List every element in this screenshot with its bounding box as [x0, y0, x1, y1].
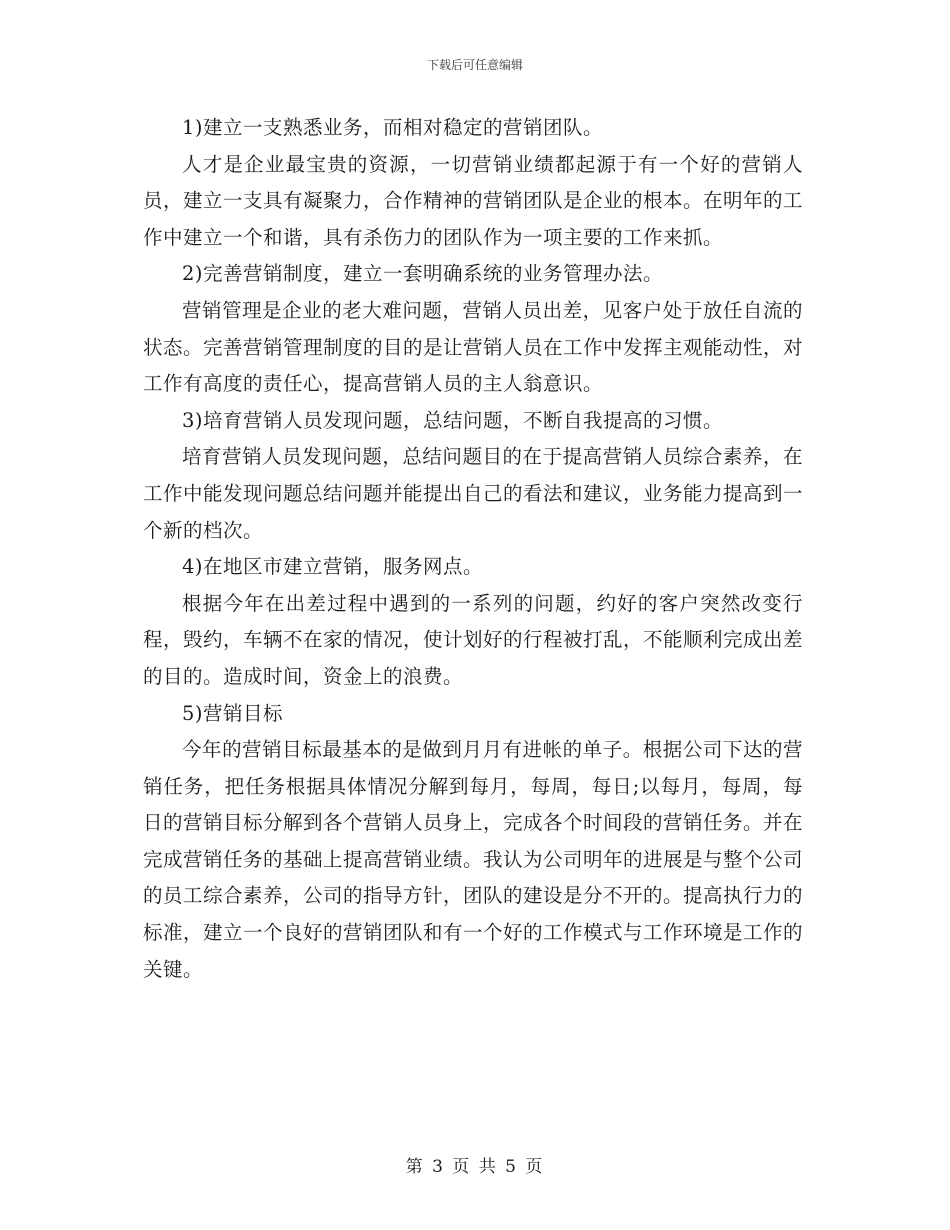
page-number-footer [0, 1152, 950, 1177]
paragraph-body-4: 根据今年在出差过程中遇到的一系列的问题，约好的客户突然改变行程，毁约，车辆不在家的情况，使计划好的行程被打乱，不能顺利完成出差的目的。造成时间，资金上的浪费。 [143, 591, 804, 688]
footer-total-pages: 5 [505, 1157, 518, 1177]
document-body [143, 110, 803, 988]
paragraph-heading-2: 2)完善营销制度，建立一套明确系统的业务管理办法。 [182, 262, 664, 286]
paragraph-heading-1: 1)建立一支熟悉业务，而相对稳定的营销团队。 [182, 116, 604, 139]
paragraph-body-3: 培育营销人员发现问题，总结问题目的在于提高营销人员综合素养，在工作中能发现问题总结问题并能提出自己的看法和建议，业务能力提高到一个新的档次。 [143, 445, 804, 542]
paragraph-body-1: 人才是企业最宝贵的资源，一切营销业绩都起源于有一个好的营销人员，建立一支具有凝聚力，合作精神的营销团队是企业的根本。在明年的工作中建立一个和谐，具有杀伤力的团队作为一项主要的工作来抓。 [143, 152, 804, 249]
paragraph-body-2: 营销管理是企业的老大难问题，营销人员出差，见客户处于放任自流的状态。完善营销管理制度的目的是让营销人员在工作中发挥主观能动性，对工作有高度的责任心，提高营销人员的主人翁意识。 [143, 298, 804, 396]
paragraph-heading-3: 3)培育营销人员发现问题，总结问题，不断自我提高的习惯。 [182, 408, 724, 432]
footer-current-page: 3 [432, 1157, 445, 1177]
paragraph-heading-5: 5)营销目标 [182, 701, 284, 725]
footer-prefix: 第 [405, 1157, 425, 1177]
paragraph-heading-4: 4)在地区市建立营销，服务网点。 [182, 555, 484, 579]
footer-suffix: 页 [525, 1157, 545, 1177]
header-note: 下载后可任意编辑 [426, 58, 523, 72]
footer-middle: 页 共 [452, 1157, 498, 1177]
paragraph-body-5: 今年的营销目标最基本的是做到月月有进帐的单子。根据公司下达的营销任务，把任务根据具体情况分解到每月，每周，每日;以每月，每周，每日的营销目标分解到各个营销人员身上，完成各个时间段的营销任务。并在完成营销任务的基础上提高营销业绩。我认为公司明年的进展是与整个公司的员工综合素养，公司的指导方针，团队的建设是分不开的。提高执行力的标准，建立一个良好的营销团队和有一个好的工作模式与工作环境是工作的关键。 [143, 738, 804, 981]
